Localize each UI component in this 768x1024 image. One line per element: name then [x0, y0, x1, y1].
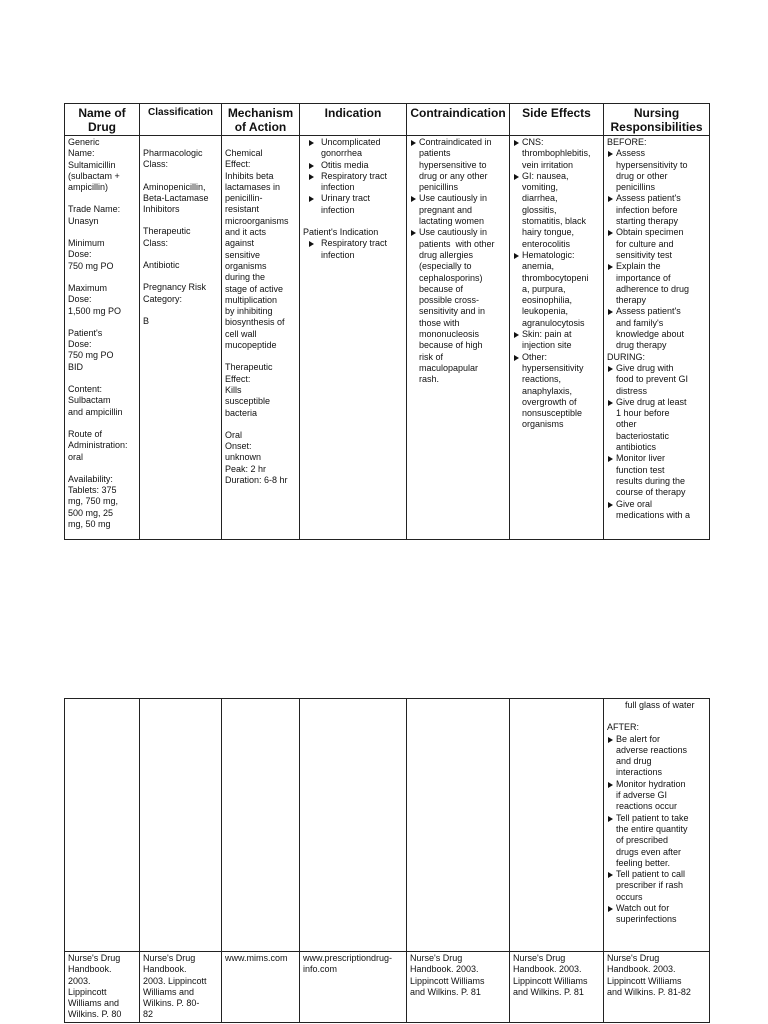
reference-cell	[65, 952, 140, 1023]
list-item: Use cautiously in pregnant and lactating women	[410, 193, 506, 227]
minimum-dose: Minimum Dose: 750 mg PO	[68, 238, 114, 271]
reference-text: www.prescriptiondrug- info.com	[303, 953, 393, 975]
indication-list	[303, 137, 403, 216]
list-item: Be alert for adverse reactions and drug interactions	[607, 734, 706, 779]
list-item: Monitor liver function test results during the course of therapy	[607, 453, 706, 498]
pharmacologic-class-value: Aminopenicillin, Beta-Lactamase Inhibitors	[143, 181, 209, 215]
list-item: GI: nausea, vomiting, diarrhea, glossitis, stomatitis, black hairy tongue, enterocolitis	[513, 171, 600, 250]
indication-cell	[300, 136, 407, 540]
pharmacologic-class-label: Pharmacologic Class:	[143, 148, 203, 170]
pregnancy-risk-value: B	[143, 315, 150, 326]
name-of-drug-cell	[65, 136, 140, 540]
classification-cell	[140, 136, 222, 540]
therapeutic-effect: Therapeutic Effect: Kills susceptible bacteria	[225, 362, 273, 418]
list-item: Uncomplicated gonorrhea	[303, 137, 403, 160]
list-item: Respiratory tract infection	[303, 238, 403, 261]
header-nursing-responsibilities: Nursing Responsibilities	[604, 104, 710, 136]
reference-text: Nurse's Drug Handbook. 2003. Lippincott Williams and Wilkins. P. 80- 82	[143, 953, 207, 1020]
after-list	[607, 734, 706, 926]
list-item: Use cautiously in patients with other drug allergies (especially to cephalosporins) because of possible cross- sensitivity and in those with mononucleosis because of high risk of maculopapular rash.	[410, 227, 506, 385]
list-item: Assess hypersensitivity to drug or other penicillins	[607, 148, 706, 193]
patients-indication-list	[303, 238, 403, 261]
trade-name: Trade Name: Unasyn	[68, 204, 121, 226]
reference-cell	[604, 952, 710, 1023]
list-item: Assess patient's and family's knowledge about drug therapy	[607, 306, 706, 351]
header-indication: Indication	[300, 104, 407, 136]
therapeutic-class-label: Therapeutic Class:	[143, 226, 191, 248]
availability: Availability: Tablets: 375 mg, 750 mg, 500 mg, 25 mg, 50 mg	[68, 473, 119, 530]
list-item: Watch out for superinfections	[607, 903, 706, 926]
reference-cell	[407, 952, 510, 1023]
before-label: BEFORE:	[607, 137, 647, 147]
nursing-responsibilities-cell	[604, 136, 710, 540]
list-item: Respiratory tract infection	[303, 171, 403, 194]
continuation-row	[65, 699, 710, 952]
pregnancy-risk-label: Pregnancy Risk Category:	[143, 282, 207, 304]
continuation-text: full glass of water	[625, 700, 695, 710]
reference-cell	[510, 952, 604, 1023]
list-item: Urinary tract infection	[303, 193, 403, 216]
side-effects-cell	[510, 136, 604, 540]
pharmacokinetics: Oral Onset: unknown Peak: 2 hr Duration: 6-8 hr	[225, 429, 288, 486]
list-item: Assess patient's infection before starting therapy	[607, 193, 706, 227]
header-side-effects: Side Effects	[510, 104, 604, 136]
contraindication-list	[410, 137, 506, 386]
empty-cell	[222, 699, 300, 952]
drug-study-table-page-2	[64, 698, 710, 1023]
list-item: Give drug at least 1 hour before other bacteriostatic antibiotics	[607, 397, 706, 453]
reference-cell	[222, 952, 300, 1023]
mechanism-cell	[222, 136, 300, 540]
empty-cell	[140, 699, 222, 952]
therapeutic-class-value: Antibiotic	[143, 260, 180, 271]
reference-text: Nurse's Drug Handbook. 2003. Lippincott Williams and Wilkins. P. 81	[410, 953, 485, 997]
reference-text: Nurse's Drug Handbook. 2003. Lippincott Williams and Wilkins. P. 80	[68, 953, 122, 1020]
patients-indication-label: Patient's Indication	[303, 227, 379, 238]
list-item: Explain the importance of adherence to drug therapy	[607, 261, 706, 306]
before-list	[607, 148, 706, 351]
side-effects-list	[513, 137, 600, 431]
list-item: Tell patient to take the entire quantity of prescribed drugs even after feeling better.	[607, 813, 706, 869]
list-item: Otitis media	[303, 160, 403, 171]
content: Content: Sulbactam and ampicillin	[68, 384, 123, 417]
list-item: CNS: thrombophlebitis, vein irritation	[513, 137, 600, 171]
list-item: Give oral medications with a	[607, 499, 706, 522]
header-classification: Classification	[140, 104, 222, 136]
during-list	[607, 363, 706, 521]
content-row	[65, 136, 710, 540]
list-item: Tell patient to call prescriber if rash occurs	[607, 869, 706, 903]
route-of-administration: Route of Administration: oral	[68, 428, 128, 462]
list-item: Monitor hydration if adverse GI reactions occur	[607, 779, 706, 813]
reference-text: www.mims.com	[225, 953, 288, 963]
empty-cell	[510, 699, 604, 952]
reference-cell	[300, 952, 407, 1023]
list-item: Obtain specimen for culture and sensitivity test	[607, 227, 706, 261]
list-item: Hematologic: anemia, thrombocytopeni a, purpura, eosinophilia, leukopenia, agranulocytosis	[513, 250, 600, 329]
header-name-of-drug: Name of Drug	[65, 104, 140, 136]
empty-cell	[300, 699, 407, 952]
empty-cell	[65, 699, 140, 952]
list-item: Other: hypersensitivity reactions, anaphylaxis, overgrowth of nonsusceptible organisms	[513, 352, 600, 431]
nursing-continuation-cell	[604, 699, 710, 952]
list-item: Skin: pain at injection site	[513, 329, 600, 352]
empty-cell	[407, 699, 510, 952]
reference-text: Nurse's Drug Handbook. 2003. Lippincott Williams and Wilkins. P. 81-82	[607, 953, 691, 997]
reference-text: Nurse's Drug Handbook. 2003. Lippincott Williams and Wilkins. P. 81	[513, 953, 588, 997]
maximum-dose: Maximum Dose: 1,500 mg PO	[68, 282, 122, 316]
references-row	[65, 952, 710, 1023]
during-label: DURING:	[607, 351, 645, 362]
header-row	[65, 104, 710, 136]
header-contraindication: Contraindication	[407, 104, 510, 136]
after-label: AFTER:	[607, 722, 640, 733]
patients-dose: Patient's Dose: 750 mg PO BID	[68, 327, 114, 372]
drug-study-table-page-1	[64, 103, 710, 540]
generic-name: Generic Name: Sultamicillin (sulbactam + ampicillin)	[68, 137, 120, 193]
list-item: Give drug with food to prevent GI distress	[607, 363, 706, 397]
header-mechanism: Mechanism of Action	[222, 104, 300, 136]
chemical-effect: Chemical Effect: Inhibits beta lactamases in penicillin- resistant microorganisms and it acts against sensitive organisms during the stage of active multiplication by inhibiting biosynthesis of cell wall mucopeptide	[225, 148, 289, 351]
list-item: Contraindicated in patients hypersensitive to drug or any other penicillins	[410, 137, 506, 193]
contraindication-cell	[407, 136, 510, 540]
reference-cell	[140, 952, 222, 1023]
